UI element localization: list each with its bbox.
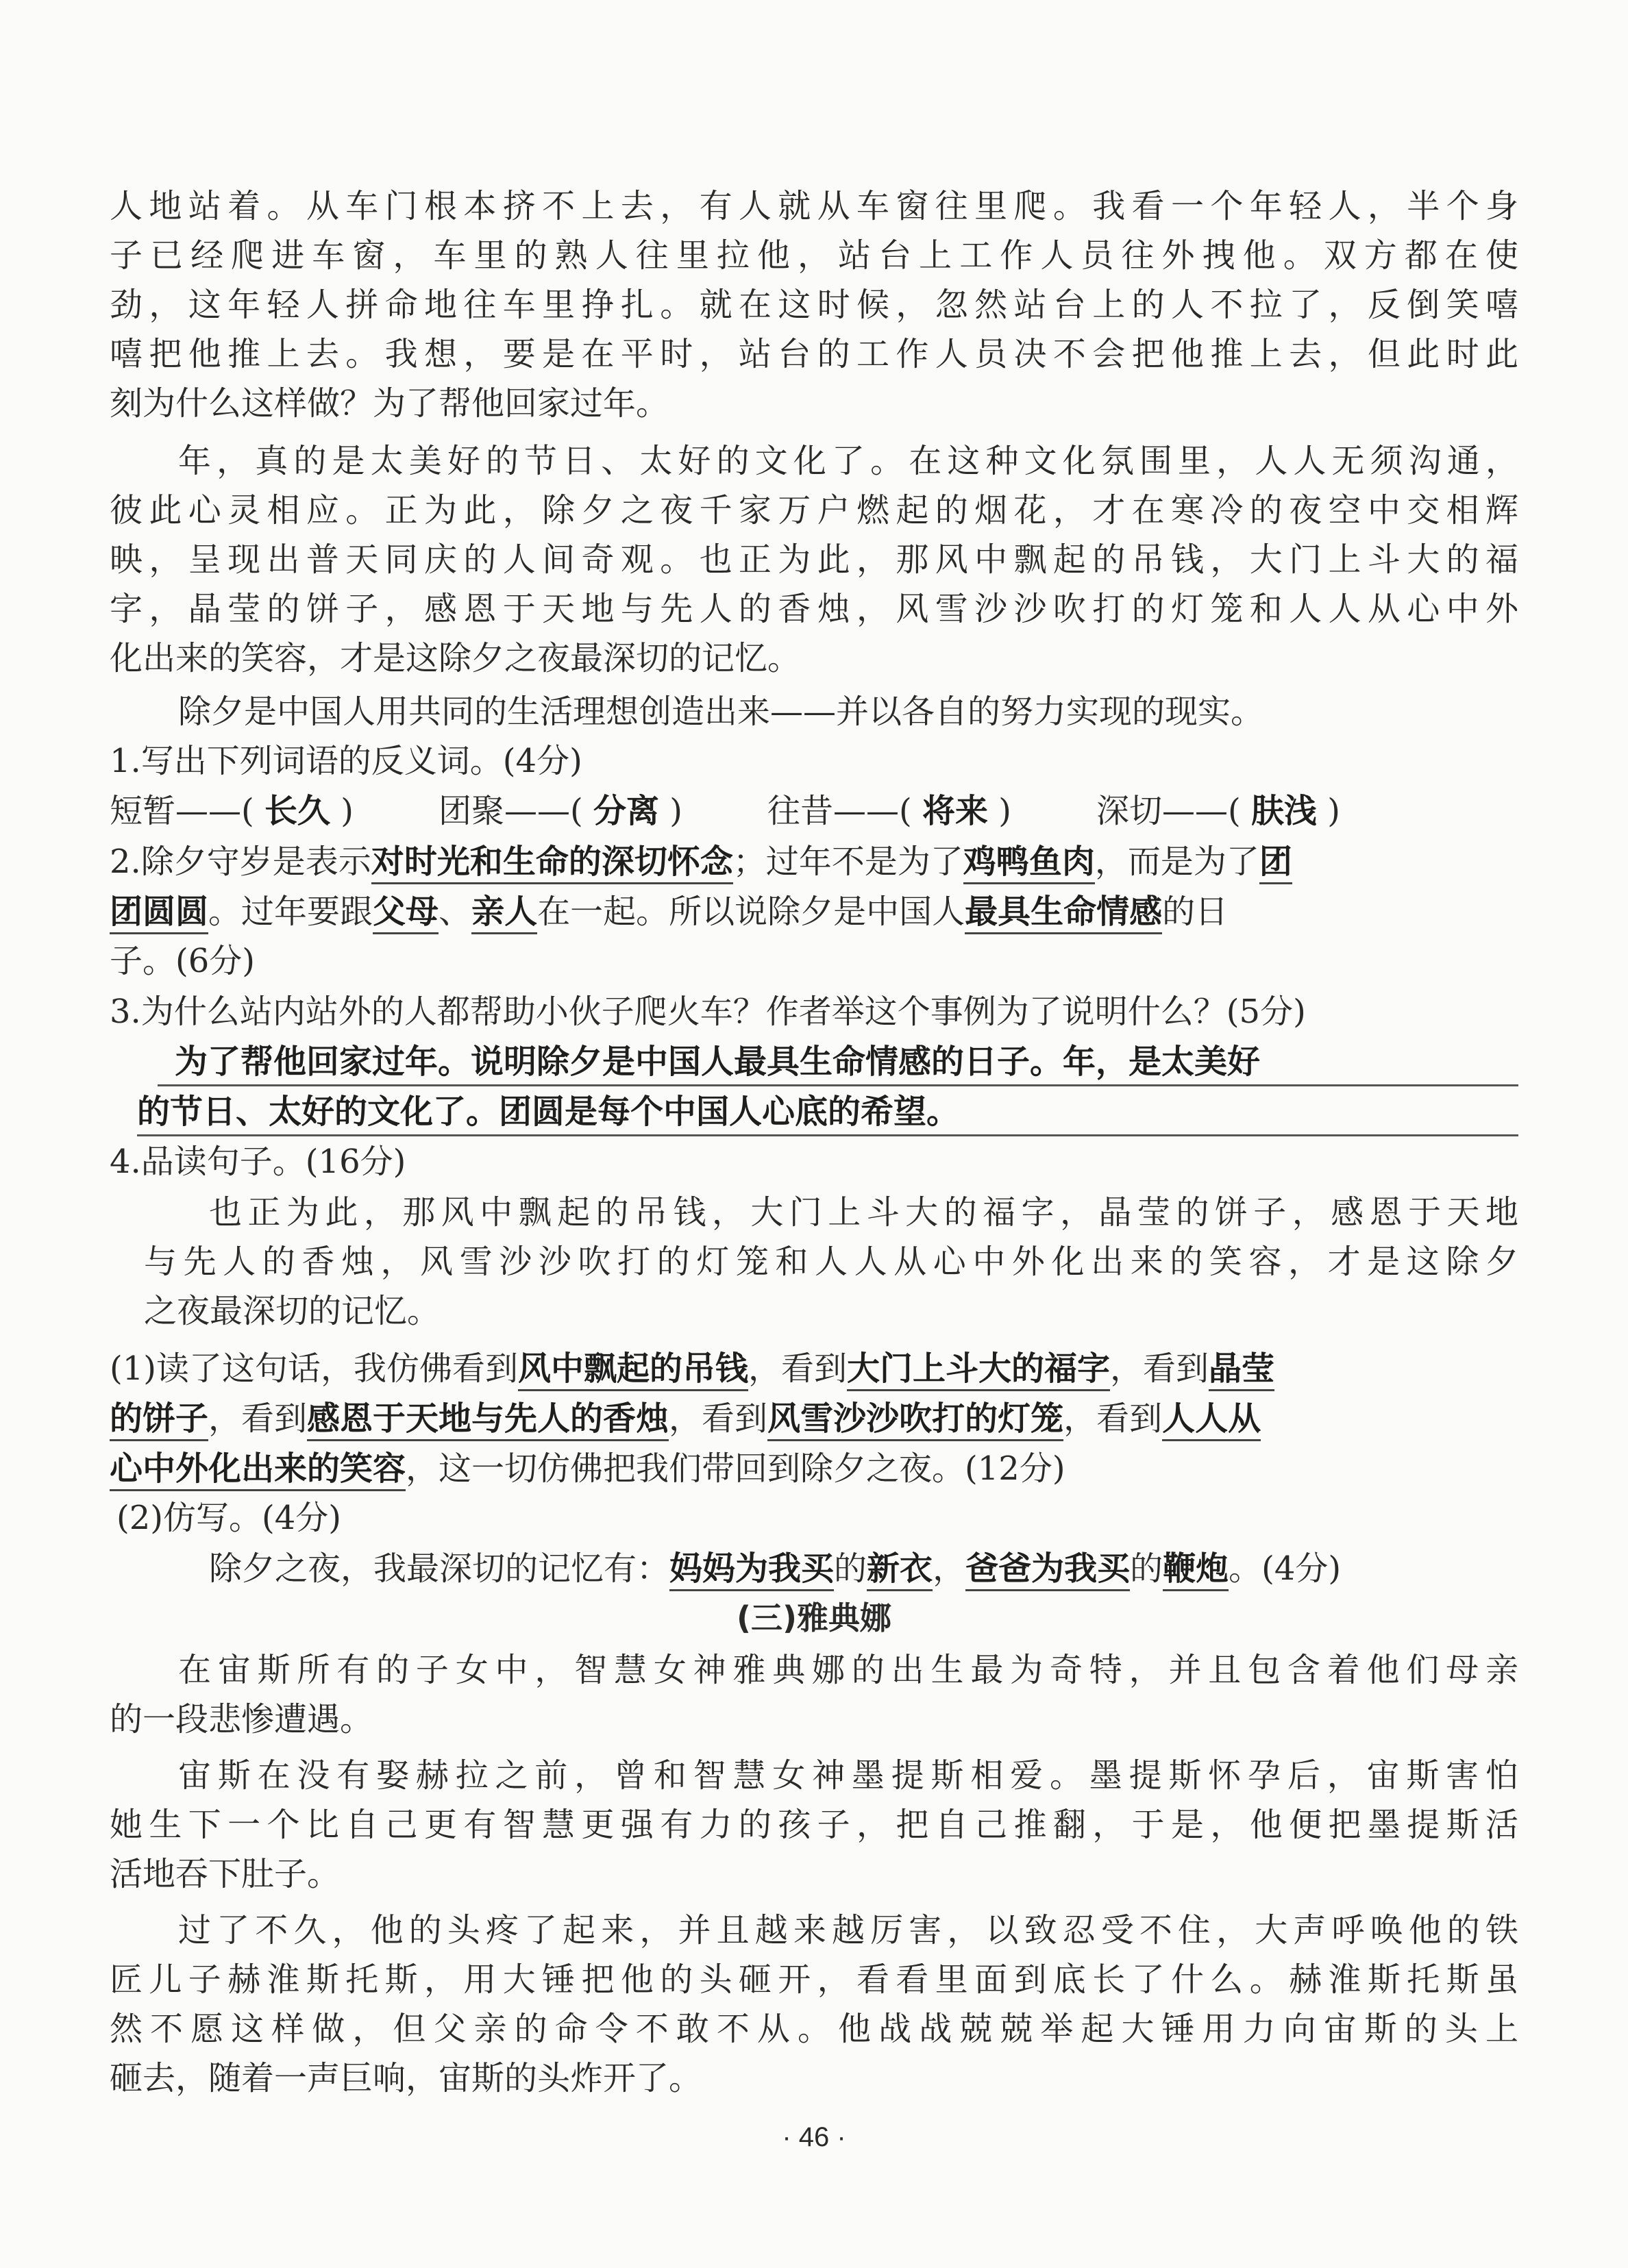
answer-blank: 团 [1259,843,1292,884]
question-2-line: 2.除夕守岁是表示对时光和生命的深切怀念；过年不是为了鸡鸭鱼肉，而是为了团 [110,837,1518,886]
passage-line: 宙斯在没有娶赫拉之前，曾和智慧女神墨提斯相爱。墨提斯怀孕后，宙斯害怕 [178,1756,1518,1795]
passage-line: 活地吞下肚子。 [110,1855,341,1893]
antonym-pair: 团聚——( 分离 ) [438,792,682,830]
quote-line: 与先人的香烛，风雪沙沙吹打的灯笼和人人从心中外化出来的笑容，才是这除夕 [144,1243,1518,1281]
answer-blank: 鸡鸭鱼肉 [963,843,1095,884]
answer-blank: 亲人 [471,893,537,934]
passage-line: 化出来的笑容，才是这除夕之夜最深切的记忆。 [110,639,801,677]
answer-blank: 感恩于天地与先人的香烛 [307,1399,669,1441]
question-4-1-line: (1)读了这句话，我仿佛看到风中飘起的吊钱，看到大门上斗大的福字，看到晶莹 [110,1344,1518,1393]
antonym-pair: 短暂——( 长久 ) [110,792,354,830]
passage-line: 劲，这年轻人拼命地往车里挣扎。就在这时候，忽然站台上的人不拉了，反倒笑嘻 [110,286,1518,324]
antonym-answer: 肤浅 [1250,792,1317,830]
question-4-1-line: 的饼子，看到感恩于天地与先人的香烛，看到风雪沙沙吹打的灯笼，看到人人从 [110,1394,1518,1443]
passage-line: 字，晶莹的饼子，感恩于天地与先人的香烛，风雪沙沙吹打的灯笼和人人从心中外 [110,590,1518,628]
answer-blank: 新衣 [867,1549,933,1591]
question-3-answer: 为了帮他回家过年。说明除夕是中国人最具生命情感的日子。年，是太美好 [175,1043,1261,1081]
antonym-answer: 将来 [922,792,988,830]
question-2-line: 子。(6分) [110,942,255,980]
passage-line: 的一段悲惨遭遇。 [110,1700,373,1739]
answer-blank: 爸爸为我买 [965,1549,1130,1591]
passage-line: 她生下一个比自己更有智慧更强有力的孩子，把自己推翻，于是，他便把墨提斯活 [110,1806,1518,1844]
question-4-1-line: 心中外化出来的笑容，这一切仿佛把我们带回到除夕之夜。(12分) [110,1444,1518,1493]
answer-blank: 人人从 [1162,1399,1261,1441]
passage-line: 在宙斯所有的子女中，智慧女神雅典娜的出生最为奇特，并且包含着他们母亲 [178,1651,1518,1689]
answer-blank: 心中外化出来的笑容 [110,1449,406,1491]
question-4-prompt: 4.品读句子。(16分) [110,1143,406,1181]
question-4-2-prompt: (2)仿写。(4分) [116,1499,341,1537]
answer-blank: 鞭炮 [1163,1549,1229,1591]
passage-line: 子已经爬进车窗，车里的熟人往里拉他，站台上工作人员往外拽他。双方都在使 [110,236,1518,275]
question-4-2-answer: 除夕之夜，我最深切的记忆有：妈妈为我买的新衣，爸爸为我买的鞭炮。(4分) [209,1544,1518,1593]
answer-blank: 父母 [373,893,439,934]
answer-blank: 晶莹 [1209,1349,1274,1391]
answer-blank: 风中飘起的吊钱 [518,1349,748,1391]
antonym-answer: 分离 [593,792,659,830]
quote-line: 之夜最深切的记忆。 [144,1292,441,1330]
passage-line: 过了不久，他的头疼了起来，并且越来越厉害，以致忍受不住，大声呼唤他的铁 [178,1911,1518,1949]
section-title: (三)雅典娜 [736,1599,892,1636]
question-3-answer: 的节日、太好的文化了。团圆是每个中国人心底的希望。 [137,1093,960,1131]
passage-line: 砸去，随着一声巨响，宙斯的头炸开了。 [110,2059,702,2097]
question-1-prompt: 1.写出下列词语的反义词。(4分) [110,742,582,780]
passage-line: 刻为什么这样做？为了帮他回家过年。 [110,384,669,423]
answer-blank: 妈妈为我买 [669,1549,834,1591]
answer-rule [158,1084,1518,1086]
passage-line: 彼此心灵相应。正为此，除夕之夜千家万户燃起的烟花，才在寒冷的夜空中交相辉 [110,491,1518,529]
antonym-answer: 长久 [264,792,331,830]
answer-blank: 的饼子 [110,1399,208,1441]
passage-line: 人地站着。从车门根本挤不上去，有人就从车窗往里爬。我看一个年轻人，半个身 [110,187,1518,225]
answer-blank: 大门上斗大的福字 [847,1349,1110,1391]
quote-line: 也正为此，那风中飘起的吊钱，大门上斗大的福字，晶莹的饼子，感恩于天地 [209,1193,1518,1232]
page-number: · 46 · [782,2122,846,2152]
passage-line: 然不愿这样做，但父亲的命令不敢不从。他战战兢兢举起大锤用力向宙斯的头上 [110,2010,1518,2048]
passage-line: 年，真的是太美好的节日、太好的文化了。在这种文化氛围里，人人无须沟通， [178,442,1518,480]
passage-line: 匠儿子赫淮斯托斯，用大锤把他的头砸开，看看里面到底长了什么。赫淮斯托斯虽 [110,1960,1518,1999]
answer-blank: 对时光和生命的深切怀念 [371,843,733,884]
antonym-pair: 深切——( 肤浅 ) [1096,792,1340,830]
antonym-pair: 往昔——( 将来 ) [767,792,1011,830]
question-1-answers [110,786,1340,836]
answer-blank: 团圆圆 [110,893,208,934]
answer-rule [137,1134,1518,1136]
answer-blank: 风雪沙沙吹打的灯笼 [767,1399,1063,1441]
question-2-line: 团圆圆。过年要跟父母、亲人在一起。所以说除夕是中国人最具生命情感的日 [110,887,1518,936]
answer-blank: 最具生命情感 [965,893,1162,934]
passage-line: 嘻把他推上去。我想，要是在平时，站台的工作人员决不会把他推上去，但此时此 [110,335,1518,373]
question-3-prompt: 3.为什么站内站外的人都帮助小伙子爬火车？作者举这个事例为了说明什么？(5分) [110,993,1306,1031]
passage-line: 除夕是中国人用共同的生活理想创造出来——并以各自的努力实现的现实。 [178,693,1264,731]
passage-line: 映，呈现出普天同庆的人间奇观。也正为此，那风中飘起的吊钱，大门上斗大的福 [110,540,1518,579]
